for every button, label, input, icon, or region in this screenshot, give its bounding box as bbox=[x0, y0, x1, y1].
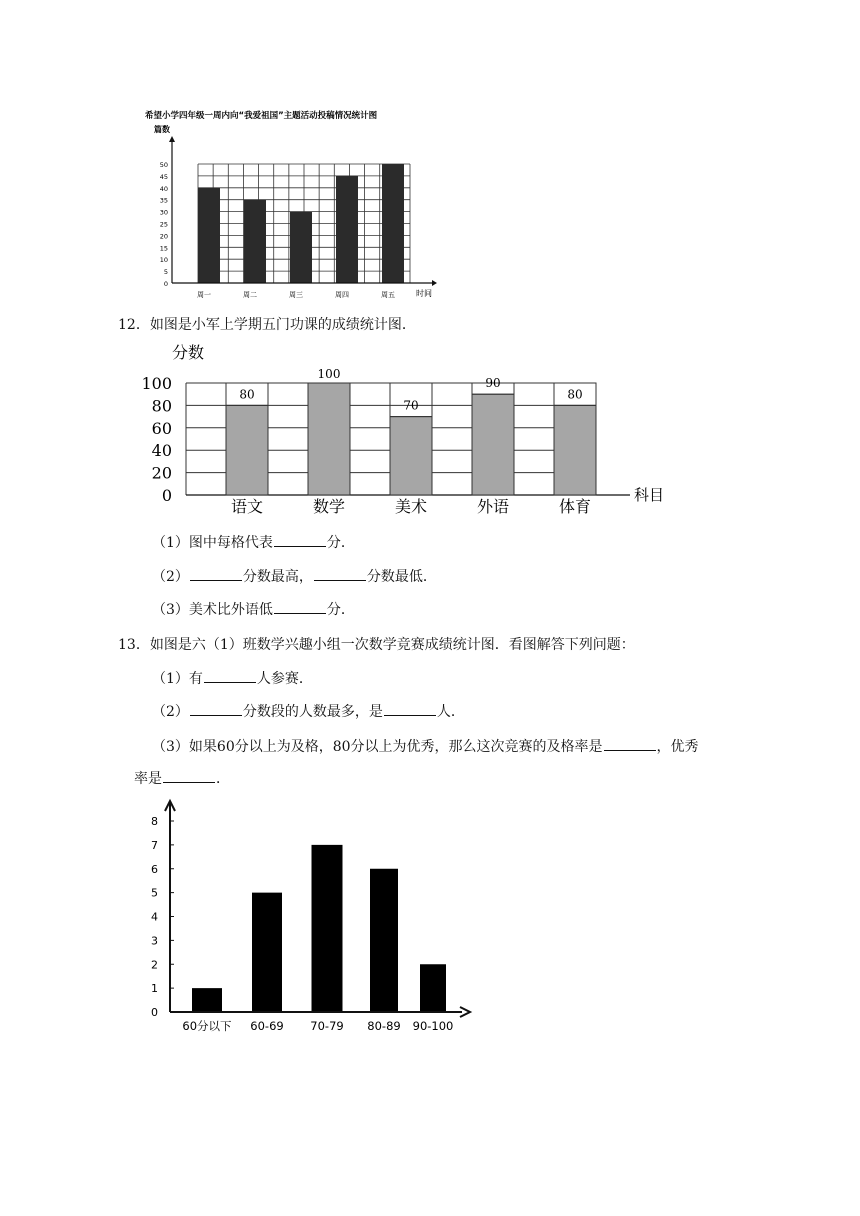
q13-item1-text: （1）有 bbox=[152, 671, 203, 687]
answer-blank[interactable] bbox=[314, 566, 366, 581]
bar bbox=[290, 212, 312, 283]
bar bbox=[226, 405, 268, 495]
xtick-label: 周五 bbox=[381, 291, 395, 299]
q13-item2-mid: 分数段的人数最多，是 bbox=[242, 704, 383, 720]
ytick-label: 45 bbox=[159, 172, 168, 181]
ytick-label: 8 bbox=[151, 815, 158, 828]
q13-item3-text: （3）如果60分以上为及格，80分以上为优秀，那么这次竞赛的及格率是 bbox=[152, 739, 603, 755]
xtick-label: 外语 bbox=[476, 497, 510, 516]
ytick-label: 40 bbox=[151, 441, 172, 461]
chart1-xticks bbox=[197, 291, 395, 299]
q12-item3 bbox=[152, 599, 355, 619]
bar bbox=[192, 988, 222, 1012]
ytick-label: 20 bbox=[159, 232, 168, 241]
bar bbox=[472, 394, 514, 495]
q13-item1-tail: 人参赛． bbox=[256, 671, 313, 687]
ytick-label: 80 bbox=[151, 396, 172, 416]
ytick-label: 60 bbox=[151, 418, 172, 438]
xtick-label: 周二 bbox=[243, 291, 257, 299]
data-label: 90 bbox=[485, 376, 501, 391]
bar bbox=[370, 869, 398, 1012]
ytick-label: 50 bbox=[159, 161, 168, 169]
bar bbox=[420, 964, 446, 1012]
ytick-label: 15 bbox=[159, 244, 168, 253]
data-label: 100 bbox=[317, 367, 341, 381]
data-label: 80 bbox=[239, 387, 255, 402]
ytick-label: 10 bbox=[159, 256, 168, 265]
ytick-label: 5 bbox=[151, 886, 158, 900]
chart3 bbox=[140, 795, 480, 1040]
chart1-title: 希望小学四年级一周内向“我爱祖国”主题活动投稿情况统计图 bbox=[145, 111, 378, 121]
q13-item3-cont bbox=[134, 768, 230, 788]
ytick-label: 0 bbox=[161, 486, 172, 505]
q13-item2 bbox=[152, 701, 465, 721]
q13-item2-tail: 人． bbox=[436, 704, 465, 720]
chart1-ylabel: 篇数 bbox=[154, 125, 170, 134]
ytick-label: 5 bbox=[163, 268, 168, 277]
q13-item3-cont-tail: ． bbox=[216, 771, 230, 787]
bar bbox=[554, 405, 596, 495]
chart3-bars bbox=[192, 845, 446, 1012]
ytick-label: 3 bbox=[151, 934, 158, 948]
ytick-label: 7 bbox=[151, 838, 158, 852]
xtick-label: 60分以下 bbox=[182, 1019, 232, 1033]
data-label: 70 bbox=[403, 398, 419, 413]
xtick-label: 体育 bbox=[558, 497, 592, 516]
ytick-label: 4 bbox=[151, 910, 158, 924]
ytick-label: 100 bbox=[141, 374, 172, 393]
xtick-label: 90-100 bbox=[412, 1019, 454, 1033]
chart1-yticks bbox=[160, 161, 168, 288]
ytick-label: 40 bbox=[159, 184, 168, 193]
xtick-label: 70-79 bbox=[310, 1019, 344, 1033]
bar bbox=[308, 383, 350, 495]
xtick-label: 周一 bbox=[197, 291, 211, 299]
q12-item2-text: （2） bbox=[152, 569, 189, 585]
q12-item1-text: （1）图中每格代表 bbox=[152, 535, 273, 551]
answer-blank[interactable] bbox=[604, 736, 656, 751]
q12-item3-text: （3）美术比外语低 bbox=[152, 602, 273, 618]
ytick-label: 35 bbox=[159, 196, 168, 205]
answer-blank[interactable] bbox=[204, 668, 256, 683]
q12-item2 bbox=[152, 566, 437, 586]
ytick-label: 6 bbox=[151, 862, 158, 876]
xtick-label: 数学 bbox=[312, 497, 346, 516]
chart2-yticks bbox=[141, 374, 172, 505]
answer-blank[interactable] bbox=[274, 599, 326, 614]
chart2-xlabel: 科目 bbox=[634, 486, 665, 504]
q12-item2-tail: 分数最低． bbox=[366, 569, 437, 585]
bar bbox=[390, 417, 432, 495]
bar bbox=[198, 188, 220, 283]
chart2-ylabel: 分数 bbox=[172, 343, 205, 362]
ytick-label: 20 bbox=[151, 463, 172, 483]
chart3-xticks bbox=[182, 1019, 453, 1033]
q12-item1 bbox=[152, 532, 355, 552]
q13-item3-tail: ，优秀 bbox=[656, 739, 699, 755]
q12-item2-mid: 分数最高， bbox=[242, 569, 313, 585]
bar bbox=[382, 164, 404, 283]
q13-item2-text: （2） bbox=[152, 704, 189, 720]
bar bbox=[312, 845, 343, 1012]
q13-stem: 13．如图是六（1）班数学兴趣小组一次数学竞赛成绩统计图．看图解答下列问题： bbox=[118, 637, 635, 653]
bar bbox=[244, 200, 266, 283]
ytick-label: 25 bbox=[159, 220, 168, 229]
answer-blank[interactable] bbox=[274, 532, 326, 547]
q12-stem: 12．如图是小军上学期五门功课的成绩统计图． bbox=[118, 317, 416, 333]
xtick-label: 周三 bbox=[289, 291, 303, 299]
q12-item3-tail: 分． bbox=[326, 602, 355, 618]
answer-blank[interactable] bbox=[190, 701, 242, 716]
xtick-label: 美术 bbox=[394, 497, 428, 516]
xtick-label: 60-69 bbox=[250, 1019, 284, 1033]
chart1 bbox=[140, 100, 450, 300]
q13-item3 bbox=[152, 736, 699, 756]
bar bbox=[252, 893, 282, 1012]
xtick-label: 80-89 bbox=[367, 1019, 401, 1033]
answer-blank[interactable] bbox=[190, 566, 242, 581]
ytick-label: 0 bbox=[163, 280, 168, 288]
q12-item1-tail: 分． bbox=[326, 535, 355, 551]
chart2-xticks bbox=[231, 497, 591, 516]
xtick-label: 周四 bbox=[335, 291, 349, 299]
answer-blank[interactable] bbox=[384, 701, 436, 716]
chart1-xlabel: 时间 bbox=[416, 289, 432, 298]
answer-blank[interactable] bbox=[163, 768, 215, 783]
bar bbox=[336, 176, 358, 283]
q13-item1 bbox=[152, 668, 313, 688]
x-axis-arrow bbox=[432, 280, 437, 286]
xtick-label: 语文 bbox=[230, 497, 264, 516]
data-label: 80 bbox=[567, 387, 583, 402]
y-axis-arrow bbox=[169, 136, 175, 142]
chart2 bbox=[140, 338, 680, 520]
ytick-label: 1 bbox=[151, 982, 158, 996]
ytick-label: 0 bbox=[151, 1006, 158, 1019]
q13-item3-cont-text: 率是 bbox=[134, 771, 162, 787]
ytick-label: 2 bbox=[151, 958, 158, 972]
ytick-label: 30 bbox=[159, 208, 168, 217]
